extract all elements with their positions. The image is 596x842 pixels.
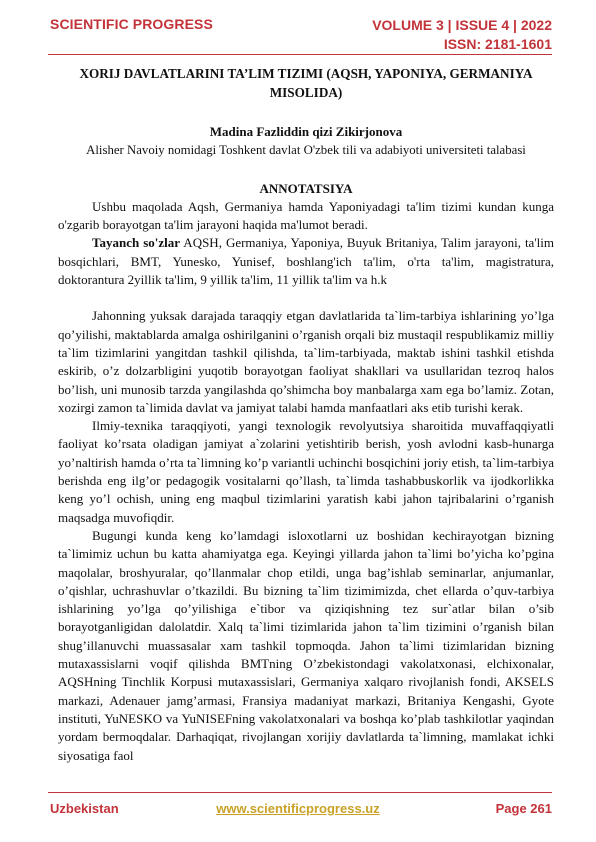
- author-affiliation: Alisher Navoiy nomidagi Toshkent davlat O'zbek tili va adabiyoti universiteti talabasi: [86, 143, 526, 158]
- body-paragraph-1: Jahonning yuksak darajada taraqqiy etgan davlatlarida ta`lim-tarbiya ishlarining yo’lga qo’yilishi, maktablarda amalga oshirilganini o’rganish orqali biz mustaqil respublikamiz milliy ta`lim tizimlarini yangitdan tashkil qilishda, ta`lim-tarbiyada, maktab ishini tashkil etishda eskirib, o’z dolzarbligini yuqotib borayotgan faoliyat shakllari va usullaridan tezroq halos bo’lish, uni munosib tarzda yangilashda qo’shimcha boy manbalarga xam ega bo’lamiz. Zotan, xozirgi zamon ta`limida davlat va jamiyat talabi hamda manfaatlari aks etib turishi kerak.: [58, 308, 554, 415]
- author-name: Madina Fazliddin qizi Zikirjonova: [209, 124, 403, 139]
- keywords-text: AQSH, Germaniya, Yaponiya, Buyuk Britaniya, Talim jarayoni, ta'lim bosqichlari, BMT, Yunesko, Yunisef, boshlang'ich ta'lim, o'rta ta'lim, magistratura, doktorantura 2yillik ta'lim, 9 yillik ta'lim, 11 yillik ta'lim va h.k: [58, 235, 554, 288]
- footer-country: Uzbekistan: [50, 801, 119, 816]
- keywords-paragraph: [58, 234, 554, 289]
- volume-issue: VOLUME 3 | ISSUE 4 | 2022: [372, 17, 552, 33]
- abstract-heading: ANNOTATSIYA: [259, 180, 353, 196]
- article-body: [58, 64, 554, 765]
- footer-website-link[interactable]: www.scientificprogress.uz: [216, 801, 380, 816]
- footer-divider: [48, 792, 552, 793]
- journal-name: SCIENTIFIC PROGRESS: [50, 16, 213, 32]
- header-divider: [48, 54, 552, 55]
- keywords-label: Tayanch so'zlar: [92, 235, 181, 251]
- issue-info: [372, 16, 552, 54]
- issn: ISSN: 2181-1601: [443, 36, 552, 52]
- article-title: XORIJ DAVLATLARINI TA’LIM TIZIMI (AQSH, YAPONIYA, GERMANIYA MISOLIDA): [79, 66, 533, 100]
- body-paragraph-2: Ilmiy-texnika taraqqiyoti, yangi texnologik revolyutsiya sharoitida muvaffaqqiyatli faoliyat ko’rsata oladigan jamiyat a`zolarini yetishtirib berish, yosh avlodni kasb-hunarga yo’naltirish hamda o’rta ta`limning ko’p variantli uchinchi bosqichini joriy etish, ta`lim-tarbiya berishda eng ilg’or pedagogik vositalarni qo’llash, ta`limda tashabbuskorlik va ijodkorlikka keng yo’l ochish, uning eng maqbul tizimlarini yaratish kabi jahon tajribalarini o’rganish maqsadga muvofiqdir.: [58, 418, 554, 525]
- body-paragraph-3: Bugungi kunda keng ko’lamdagi isloxotlarni uz boshidan kechirayotgan bizning ta`limimiz uchun bu katta ahamiyatga ega. Keyingi yillarda jahon ta`limi bo’yicha ko’pgina maqolalar, broshyuralar, qo’llanmalar chop etildi, unga bag’ishlab seminarlar, anjumanlar, o’qishlar, uchrashuvlar o’tkazildi. Bu bizning ta`lim tizimimizda, chet ellarda o’quv-tarbiya ishlarining yo’lga qo’yilishiga e`tibor va qiziqishning tez sur`atlar bilan o’sib borayotganligidan dalolatdir. Xalq ta`limi tizimlarida jahon ta`lim tizimini o’rganish bilan shug’illanuvchi muassasalar xam tashkil topmoqda. Jahon ta`limi tizimlaridan bizning mutaxassislarni voqif qilishda BMTning O’zbekistondagi vakolatxonasi, elchixonalar, AQSHning Tinchlik Korpusi mutaxassislari, Germaniya xalqaro rivojlanish fondi, AKSELS markazi, Adenauer jamg’armasi, Fransiya madaniyat markazi, Britaniya Kengashi, Gyote instituti, YuNESKO va YuNISEFning vakolatxonalari va boshqa ko’plab tashkilotlar yaqindan yordam bermoqdalar. Darhaqiqat, rivojlangan xorijiy davlatlarda ta`limning, mamlakat ichki siyosatiga faol: [58, 527, 554, 763]
- page-number: Page 261: [495, 801, 552, 816]
- abstract-text: Ushbu maqolada Aqsh, Germaniya hamda Yaponiyadagi ta'lim tizimi kundan kunga o'zgarib borayotgan ta'lim jarayoni haqida ma'lumot beradi.: [58, 198, 554, 233]
- section-spacer: [58, 289, 554, 307]
